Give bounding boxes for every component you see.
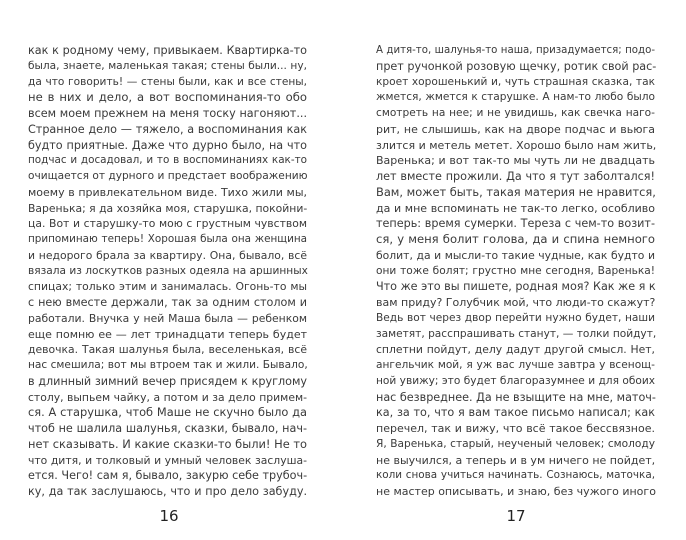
text-line: заметят, расспрашивать станут, — толки пойдут,: [376, 327, 657, 340]
text-line: спицах; только этим и занималась. Огонь-то мы: [28, 280, 307, 294]
text-line: еще помню ее — лет тринадцати теперь будет: [28, 327, 307, 341]
text-line: работали. Внучка у ней Маша была — ребенком: [28, 311, 307, 325]
page-number-left: 16: [159, 507, 179, 525]
text-line: ку, да так заслушаюсь, что и про дело забуду.: [28, 485, 307, 498]
text-line: чтоб не шалила шалунья, сказки, бывало, нач-: [28, 422, 307, 435]
text-line: сплетни пойдут, делу дадут другой смысл. Нет,: [376, 343, 655, 357]
text-line: да и мне вспоминать не так-то легко, особливо: [376, 201, 655, 215]
text-line: нет сказывать. И какие сказки-то были! Не то: [28, 436, 307, 451]
text-line: не выучился, а теперь и в ум ничего не пойдет,: [376, 453, 656, 467]
text-line: Я, Варенька, старый, неученый человек; смолоду: [376, 437, 655, 450]
text-line: всем моем прежнем на меня тоску нагоняют...: [28, 107, 307, 120]
text-line: ется. Чего! сам я, бывало, закурю себе трубоч-: [28, 469, 308, 483]
text-line: Вам, может быть, такая материя не нравится,: [376, 184, 656, 199]
text-line: лет вместе прожили. Да что я тут заболтался!: [376, 170, 655, 183]
text-line: рит, не слышишь, как на дворе подчас и вьюга: [376, 122, 655, 136]
text-line: девочка. Такая шалунья была, веселенькая, всё: [28, 343, 307, 357]
text-line: злится и метель метет. Хорошо было нам жить,: [376, 138, 657, 152]
text-line: будто приятные. Даже что дурно было, на что: [28, 138, 307, 152]
text-line: они тоже болят; грустно мне сегодня, Варенька!: [376, 264, 655, 277]
text-line: как к родному чему, привыкаем. Квартирка-то: [28, 44, 307, 57]
text-line: ца. Вот и старушку-то мою с грустным чувством: [28, 217, 307, 231]
text-line: вам приду? Голубчик мой, что люди-то скажут?: [376, 296, 656, 309]
text-line: А дитя-то, шалунья-то наша, призадумается; подо-: [376, 45, 655, 56]
text-line: и недорого брала за квартиру. Она, бывало, всё: [28, 248, 307, 262]
text-line: моему в привлекательном виде. Тихо жили мы,: [28, 185, 307, 199]
text-line: с нею вместе держали, так за одним столом и: [28, 296, 307, 309]
text-line: ангельчик мой, я уж вас лучше завтра у всенощ-: [376, 359, 655, 371]
text-line: не в них и дело, а вот воспоминания-то обо: [28, 90, 307, 105]
text-line: Ведь вот через двор перейти нужно будет, наши: [376, 311, 655, 324]
text-line: коли снова учиться начинать. Сознаюсь, маточка,: [376, 469, 655, 482]
text-line: Странное дело — тяжело, а воспоминания как: [28, 122, 307, 136]
page-number-right: 17: [506, 507, 526, 525]
text-line: смотреть на нее; и не увидишь, как свечка наго-: [376, 107, 655, 119]
text-line: ся, у меня болит голова, да и спина немного: [376, 232, 655, 246]
text-line: перечел, так и вижу, что всё такое бессвязное.: [376, 422, 655, 435]
text-line: прет ручонкой розовую щечку, ротик свой рас-: [376, 59, 657, 73]
text-line: вязала из лоскутков разных одеяла на аршинных: [28, 264, 308, 277]
text-line: столу, выпьем чайку, а потом и за дело примем-: [28, 390, 307, 404]
text-line: Варенька; я да хозяйка моя, старушка, покойни-: [28, 201, 308, 215]
text-line: нас безвреднее. Да не взыщите на мне, маточ-: [376, 390, 656, 404]
text-line: теперь: время сумерки. Тереза с чем-то возит-: [376, 217, 655, 231]
text-line: была, знаете, маленькая такая; стены были... ну,: [28, 59, 307, 72]
text-line: припоминаю теперь! Хорошая была она женщина: [28, 233, 307, 245]
text-line: в длинный зимний вечер присядем к круглому: [28, 374, 307, 388]
text-line: болит, да и мысли-то такие чудные, как будто и: [376, 248, 655, 262]
left-page-text: [28, 43, 307, 500]
text-line: очищается от дурного и предстает воображению: [28, 170, 308, 182]
text-line: что дитя, и толковый и умный человек заслуша-: [28, 453, 307, 467]
text-line: ка, за то, что я вам такое письмо написал; как: [376, 406, 655, 420]
text-line: да что говорить! — стены были, как и все стены,: [28, 75, 307, 88]
text-line: Что же это вы пишете, родная моя? Как же я к: [376, 280, 656, 294]
text-line: ся. А старушка, чтоб Маше не скучно было да: [28, 405, 307, 420]
right-page-text: [376, 43, 655, 500]
text-line: нас смешила; вот мы втроем так и жили. Бывало,: [28, 359, 308, 371]
text-line: не мастер описывать, и знаю, без чужого иного: [376, 485, 656, 498]
text-line: Варенька; и вот так-то мы чуть ли не двадцать: [376, 154, 655, 168]
text-line: кроет хорошенький и, чуть страшная сказка, так: [376, 75, 655, 88]
text-line: жмется, жмется к старушке. А нам-то любо было: [376, 91, 655, 104]
text-line: подчас и досадовал, и то в воспоминаниях как-то: [28, 154, 307, 167]
text-line: ной увижу; это будет благоразумнее и для обоих: [376, 374, 655, 387]
